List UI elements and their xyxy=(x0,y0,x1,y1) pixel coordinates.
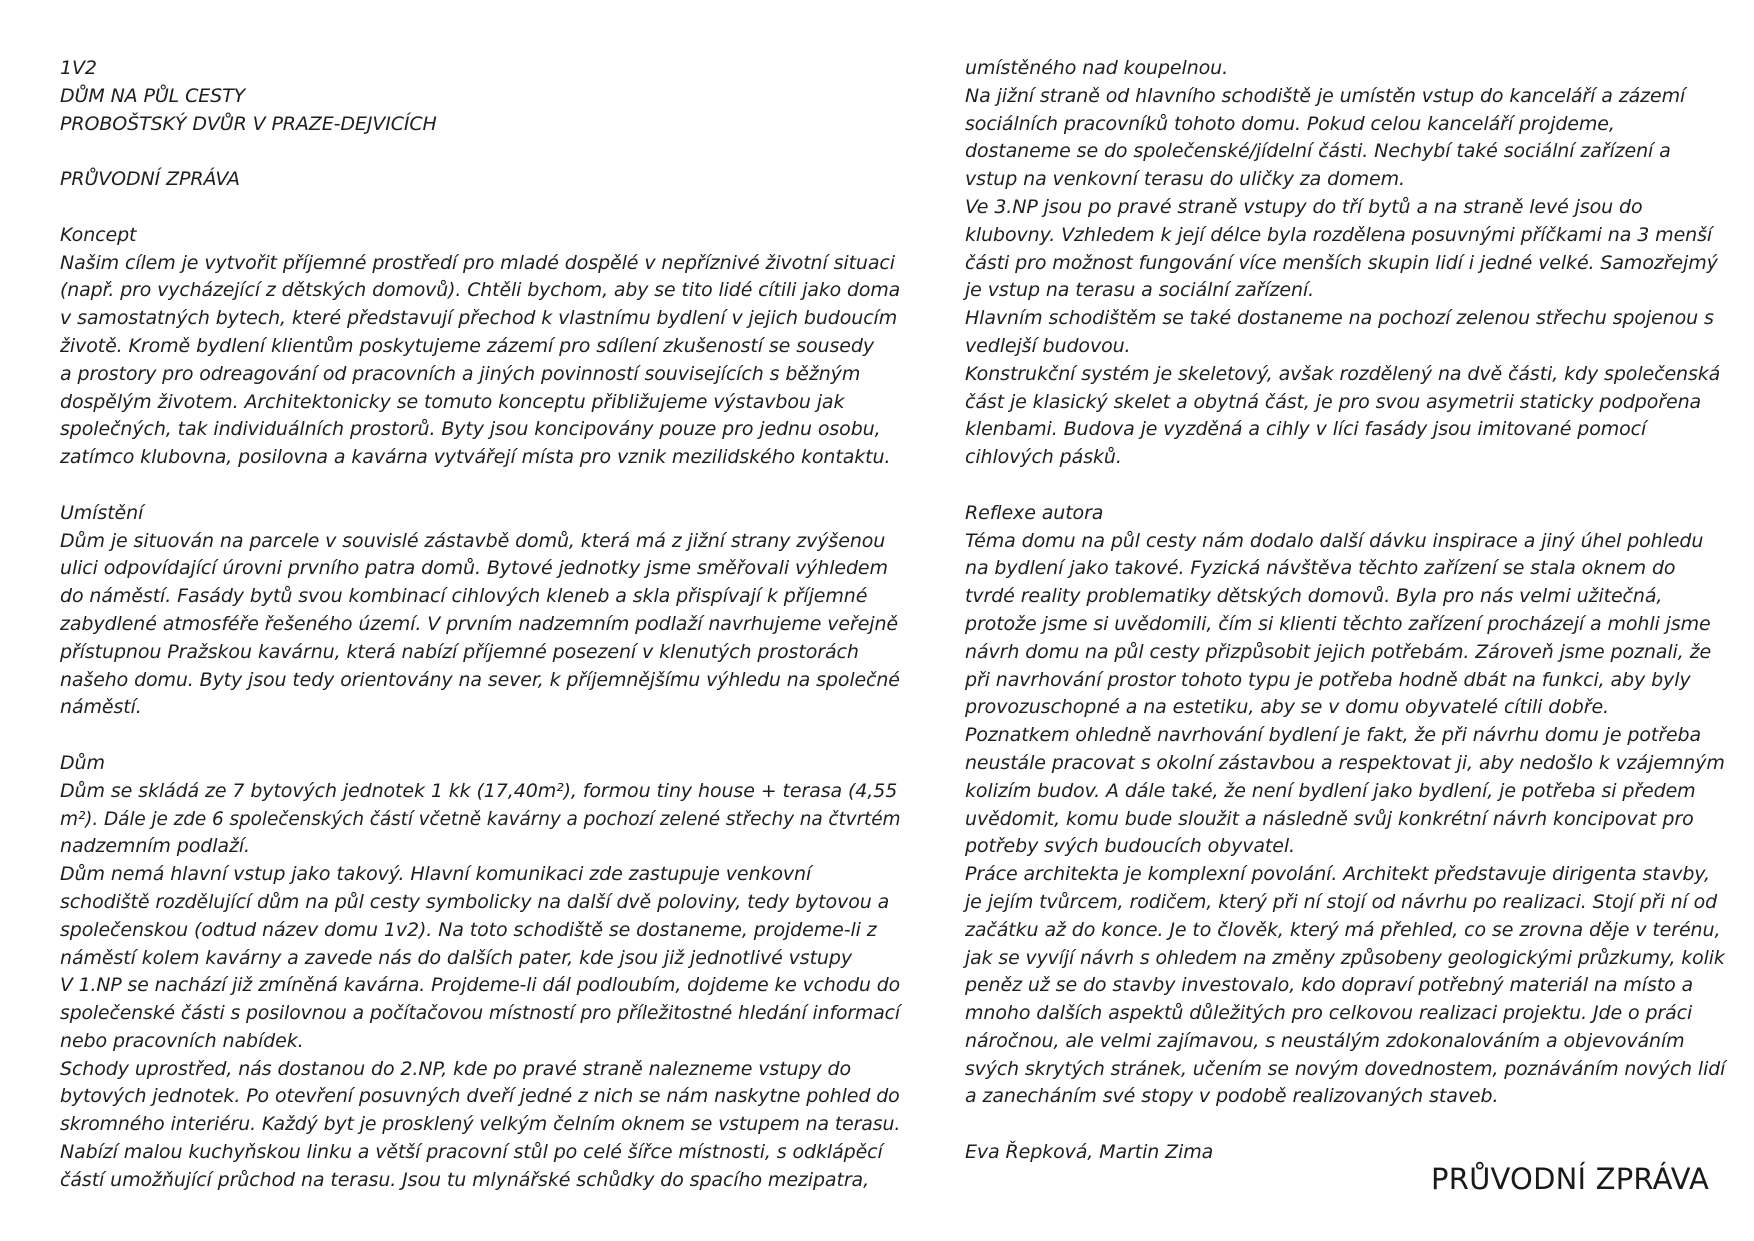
left-text-line: do náměstí. Fasády bytů svou kombinací cihlových kleneb a skla přispívají k příjemné xyxy=(60,585,868,608)
left-text-line: nebo pracovních nabídek. xyxy=(60,1029,304,1052)
left-text-line: nadzemním podlaží. xyxy=(60,835,250,858)
footer-title: PRŮVODNÍ ZPRÁVA xyxy=(1431,1162,1709,1196)
left-text-line: (např. pro vycházející z dětských domovů). Chtěli bychom, aby se tito lidé cítili jako doma xyxy=(60,279,901,302)
right-text-line: návrh domu na půl cesty přizpůsobit jejich potřebám. Zároveň jsme poznali, že xyxy=(965,640,1712,663)
right-text-line: cihlových pásků. xyxy=(965,446,1122,469)
left-text-line: přístupnou Pražskou kavárnu, která nabízí příjemné posezení v klenutých prostorách xyxy=(60,640,859,663)
left-text-line: bytových jednotek. Po otevření posuvných dveří jedné z nich se nám naskytne pohled do xyxy=(60,1085,900,1108)
right-text-line: svých skrytých stránek, učením se novým dovednostem, poznáváním nových lidí xyxy=(965,1057,1726,1080)
left-text-line: DŮM NA PŮL CESTY xyxy=(60,84,246,107)
left-text-line: náměstí kolem kavárny a zavede nás do dalších pater, kde jsou již jednotlivé vstupy xyxy=(60,946,852,969)
left-text-line: Umístění xyxy=(60,501,144,524)
left-text-line: společných, tak individuálních prostorů. Byty jsou koncipovány pouze pro jednu osobu, xyxy=(60,418,881,441)
right-text-column xyxy=(965,55,1725,1167)
left-text-line: PROBOŠTSKÝ DVŮR V PRAZE-DEJVICÍCH xyxy=(60,112,437,135)
left-text-line: ulici odpovídající úrovni prvního patra domů. Bytové jednotky jsme směřovali výhledem xyxy=(60,557,888,580)
blank-line xyxy=(965,472,1725,500)
right-text-line: Poznatkem ohledně navrhování bydlení je fakt, že při návrhu domu je potřeba xyxy=(965,724,1701,747)
left-text-line: Dům nemá hlavní vstup jako takový. Hlavní komunikaci zde zastupuje venkovní xyxy=(60,863,812,886)
left-text-line: Dům se skládá ze 7 bytových jednotek 1 kk (17,40m²), formou tiny house + terasa (4,55 xyxy=(60,779,898,802)
right-text-line: klubovny. Vzhledem k její délce byla rozdělena posuvnými příčkami na 3 menší xyxy=(965,223,1713,246)
right-text-line: neustále pracovat s okolní zástavbou a respektovat ji, aby nedošlo k vzájemným xyxy=(965,751,1725,774)
right-text-line: Ve 3.NP jsou po pravé straně vstupy do tří bytů a na straně levé jsou do xyxy=(965,195,1643,218)
left-text-line: zatímco klubovna, posilovna a kavárna vytvářejí místa pro vznik mezilidského kontaktu. xyxy=(60,446,891,469)
left-text-line: Nabízí malou kuchyňskou linku a větší pracovní stůl po celé šířce místnosti, s odklápěcí xyxy=(60,1141,883,1164)
right-text-line: Reflexe autora xyxy=(965,501,1104,524)
blank-line xyxy=(965,1111,1725,1139)
blank-line xyxy=(60,138,900,166)
left-text-line: částí umožňující průchod na terasu. Jsou tu mlynářské schůdky do spacího mezipatra, xyxy=(60,1168,870,1191)
left-text-line: společenské části s posilovnou a počítačovou místností pro příležitostné hledání informací xyxy=(60,1002,900,1025)
left-text-line: v samostatných bytech, které představují přechod k vlastnímu bydlení v jejich budoucím xyxy=(60,307,898,330)
right-text-line: provozuschopné a na estetiku, aby se v domu obyvatelé cítili dobře. xyxy=(965,696,1609,719)
right-text-line: jak se vyvíjí návrh s ohledem na změny způsobeny geologickými průzkumy, kolik xyxy=(965,946,1725,969)
left-text-line: Dům je situován na parcele v souvislé zástavbě domů, která má z jižní strany zvýšenou xyxy=(60,529,886,552)
right-text-line: dostaneme se do společenské/jídelní části. Nechybí také sociální zařízení a xyxy=(965,140,1671,163)
left-text-line: životě. Kromě bydlení klientům poskytujeme zázemí pro sdílení zkušeností se sousedy xyxy=(60,334,874,357)
left-text-line: Našim cílem je vytvořit příjemné prostředí pro mladé dospělé v nepříznivé životní situaci xyxy=(60,251,895,274)
left-text-line: V 1.NP se nachází již zmíněná kavárna. Projdeme-li dál podloubím, dojdeme ke vchodu do xyxy=(60,974,900,997)
left-text-line: schodiště rozdělující dům na půl cesty symbolicky na další dvě poloviny, tedy bytovou a xyxy=(60,890,890,913)
left-text-line: náměstí. xyxy=(60,696,142,719)
left-text-line: zabydlené atmosféře řešeného území. V prvním nadzemním podlaží navrhujeme veřejně xyxy=(60,612,899,635)
right-text-line: kolizím budov. A dále také, že není bydlení jako bydlení, je potřeba si předem xyxy=(965,779,1696,802)
right-text-line: část je klasický skelet a obytná část, je pro svou asymetrii staticky podpořena xyxy=(965,390,1702,413)
right-text-line: umístěného nad koupelnou. xyxy=(965,57,1229,79)
left-text-line: Koncept xyxy=(60,223,137,246)
left-text-line: 1V2 xyxy=(60,57,97,79)
right-text-line: na bydlení jako takové. Fyzická návštěva těchto zařízení se stala oknem do xyxy=(965,557,1676,580)
left-text-line: společenskou (odtud název domu 1v2). Na toto schodiště se dostaneme, projdeme-li z xyxy=(60,918,877,941)
right-text-line: sociálních pracovníků tohoto domu. Pokud celou kanceláří projdeme, xyxy=(965,112,1615,135)
right-text-line: vedlejší budovou. xyxy=(965,334,1131,357)
right-text-line: tvrdé reality problematiky dětských domovů. Byla pro nás velmi užitečná, xyxy=(965,585,1663,608)
left-text-line: Dům xyxy=(60,751,105,774)
right-text-line: mnoho dalších aspektů důležitých pro celkovou realizaci projektu. Jde o práci xyxy=(965,1002,1693,1025)
blank-line xyxy=(60,194,900,222)
blank-line xyxy=(60,722,900,750)
right-text-line: Eva Řepková, Martin Zima xyxy=(965,1141,1214,1164)
right-text-line: začátku až do konce. Je to člověk, který má přehled, co se zrovna děje v terénu, xyxy=(965,918,1721,941)
right-text-line: Na jižní straně od hlavního schodiště je umístěn vstup do kanceláří a zázemí xyxy=(965,84,1686,107)
right-text-line: Konstrukční systém je skeletový, avšak rozdělený na dvě části, kdy společenská xyxy=(965,362,1721,385)
right-text-line: je vstup na terasu a sociální zařízení. xyxy=(965,279,1315,302)
right-text-line: peněz už se do stavby investovalo, kdo dopraví potřebný materiál na místo a xyxy=(965,974,1694,997)
right-text-line: a zanecháním své stopy v podobě realizovaných staveb. xyxy=(965,1085,1499,1108)
right-text-line: při navrhování prostor tohoto typu je potřeba hodně dbát na funkci, aby byly xyxy=(965,668,1691,691)
right-text-line: vstup na venkovní terasu do uličky za domem. xyxy=(965,168,1405,191)
left-text-line: dospělým životem. Architektonicky se tomuto konceptu přibližujeme výstavbou jak xyxy=(60,390,845,413)
right-text-line: Hlavním schodištěm se také dostaneme na pochozí zelenou střechu spojenou s xyxy=(965,307,1714,330)
right-text-line: náročnou, ale velmi zajímavou, s neustálým zdokonalováním a objevováním xyxy=(965,1029,1685,1052)
right-text-line: Práce architekta je komplexní povolání. Architekt představuje dirigenta stavby, xyxy=(965,863,1710,886)
right-text-line: části pro možnost fungování více menších skupin lidí i jedné velké. Samozřejmý xyxy=(965,251,1718,274)
right-text-line: uvědomit, komu bude sloužit a následně svůj konkrétní návrh koncipovat pro xyxy=(965,807,1694,830)
right-text-line: klenbami. Budova je vyzděná a cihly v líci fasády jsou imitované pomocí xyxy=(965,418,1647,441)
left-text-column xyxy=(60,55,900,1195)
right-text-line: je jejím tvůrcem, rodičem, který při ní stojí od návrhu po realizaci. Stojí při ní od xyxy=(965,890,1718,913)
right-text-line: Téma domu na půl cesty nám dodalo další dávku inspirace a jiný úhel pohledu xyxy=(965,529,1704,552)
left-text-line: skromného interiéru. Každý byt je prosklený velkým čelním oknem se vstupem na terasu. xyxy=(60,1113,901,1136)
left-text-line: PRŮVODNÍ ZPRÁVA xyxy=(60,168,240,191)
left-text-line: m²). Dále je zde 6 společenských částí včetně kavárny a pochozí zelené střechy na čtvrtém xyxy=(60,807,901,830)
right-text-line: potřeby svých budoucích obyvatel. xyxy=(965,835,1295,858)
blank-line xyxy=(60,472,900,500)
right-text-line: protože jsme si uvědomili, čím si klienti těchto zařízení procházejí a mohli jsme xyxy=(965,612,1711,635)
left-text-line: Schody uprostřed, nás dostanou do 2.NP, kde po pravé straně nalezneme vstupy do xyxy=(60,1057,852,1080)
left-text-line: a prostory pro odreagování od pracovních a jiných povinností souvisejících s běžným xyxy=(60,362,861,385)
left-text-line: našeho domu. Byty jsou tedy orientovány na sever, k příjemnějšímu výhledu na společné xyxy=(60,668,900,691)
